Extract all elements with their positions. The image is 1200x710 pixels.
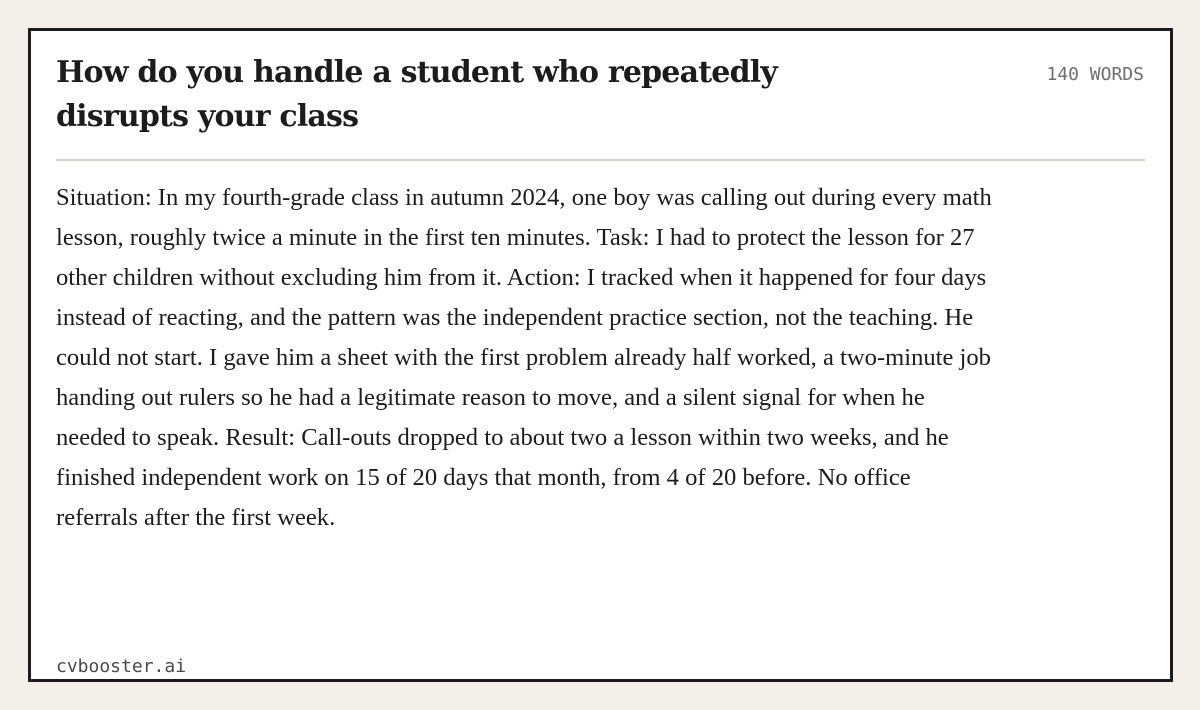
answer-card [28,28,1173,682]
divider [56,159,1145,161]
footer-brand: cvbooster.ai [56,656,187,677]
answer-text: Situation: In my fourth-grade class in autumn 2024, one boy was calling out during every math lesson, roughly twice a minute in the first ten minutes. Task: I had to protect the lesson for 27 other children without excluding him from it. Action: I tracked when it happened for four days instead of reacting, and the pattern was the independent practice section, not the teaching. He could not start. I gave him a sheet with the first problem already half worked, a two-minute job handing out rulers so he had a legitimate reason to move, and a silent signal for when he needed to speak. Result: Call-outs dropped to about two a lesson within two weeks, and he finished independent work on 15 of 20 days that month, from 4 of 20 before. No office referrals after the first week. [56,184,992,531]
word-count-label: 140 WORDS [1046,64,1144,85]
question-title: How do you handle a student who repeatedly disrupts your class [56,55,777,134]
